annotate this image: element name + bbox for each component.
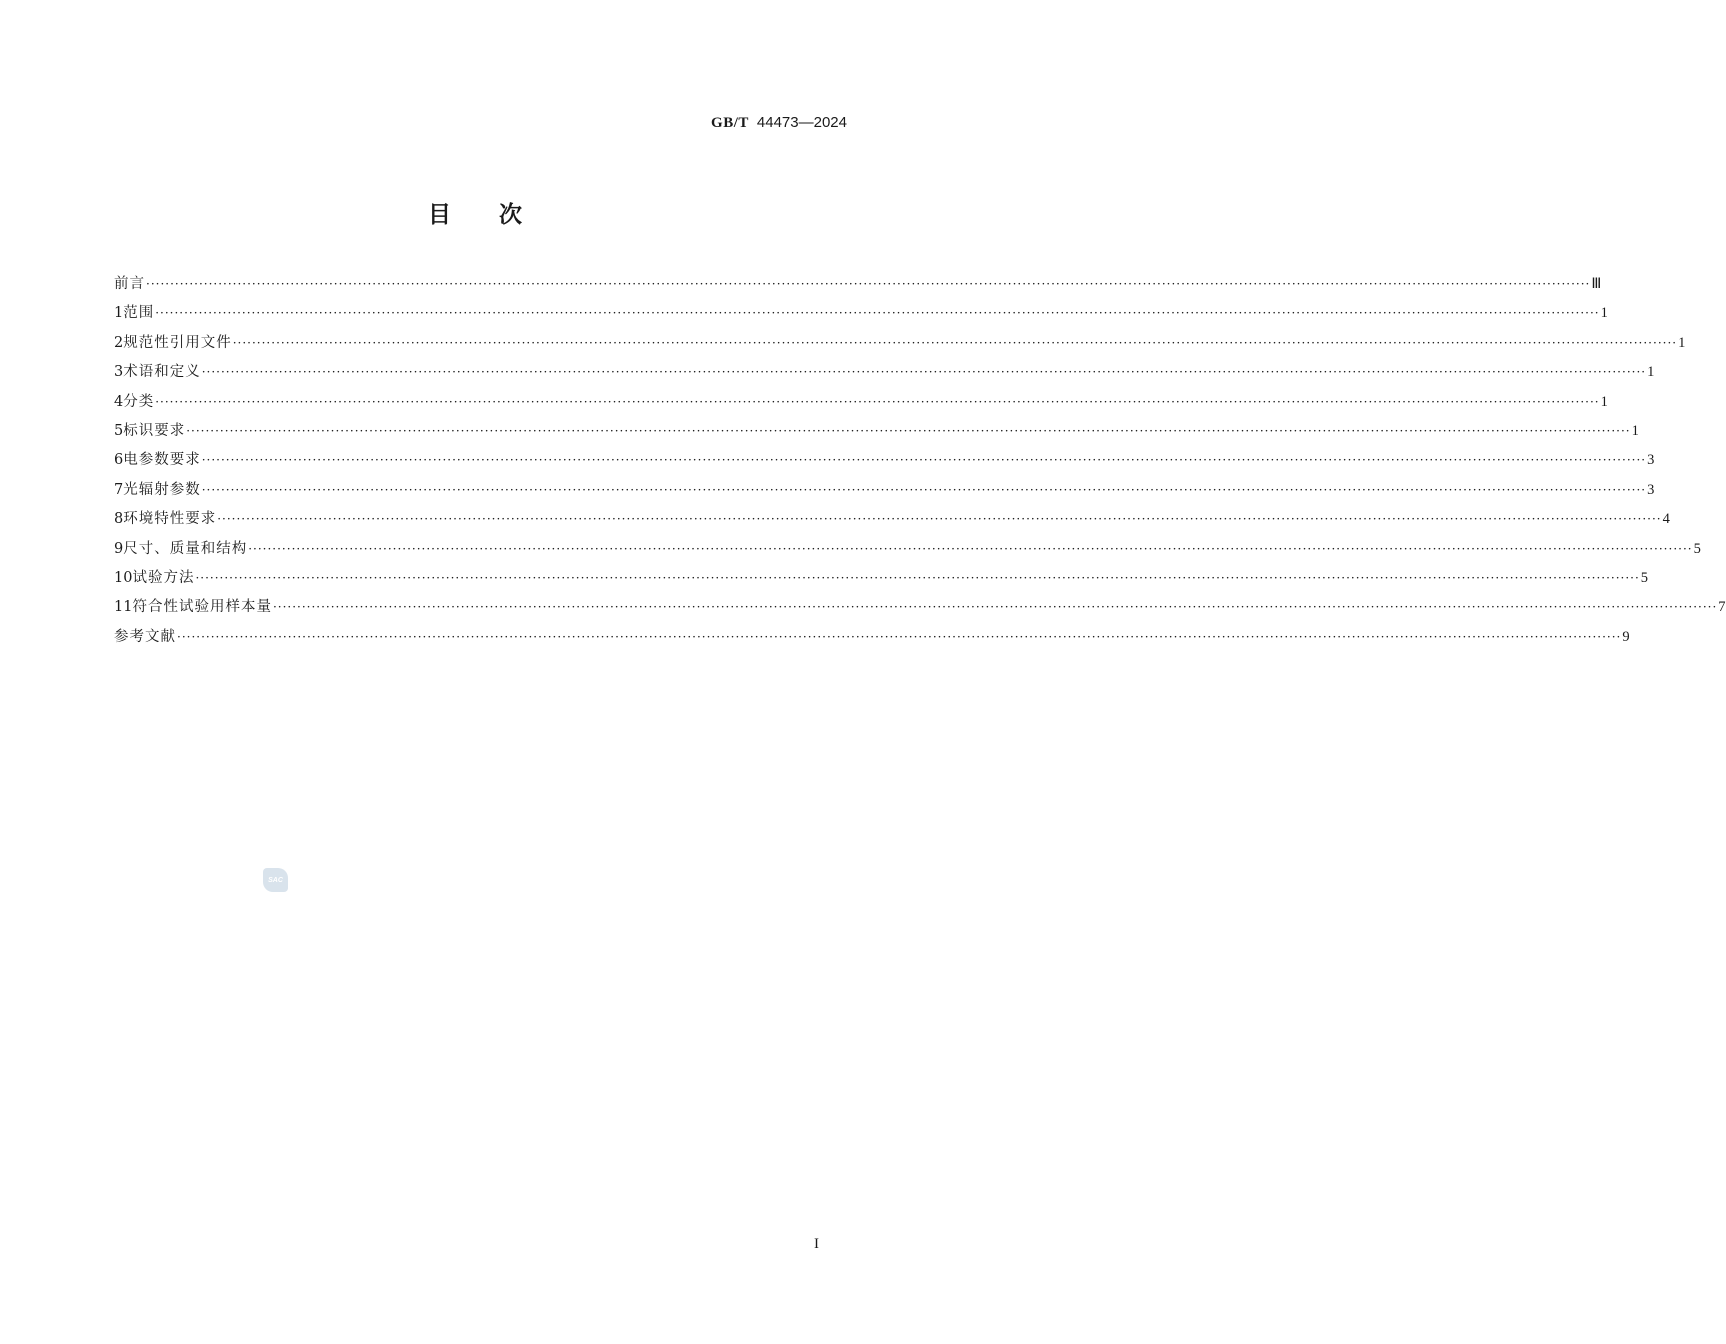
- standard-code: [711, 113, 847, 132]
- watermark-text: SAC: [268, 876, 283, 884]
- page-number: I: [814, 1236, 819, 1252]
- toc-dot-leader: ············································································································································································································································································································: [146, 277, 1591, 291]
- toc-dot-leader: ············································································································································································································································································································: [201, 365, 1647, 380]
- toc-entry-page: 3: [1647, 481, 1655, 498]
- toc-entry[interactable]: [114, 564, 1649, 593]
- toc-entry-page: 1: [1600, 393, 1608, 410]
- toc-dot-leader: ············································································································································································································································································································: [248, 541, 1693, 556]
- toc-entry-page: 1: [1647, 364, 1655, 381]
- toc-entry[interactable]: [114, 505, 1670, 534]
- toc-entry[interactable]: [114, 417, 1639, 446]
- standard-code-number: 44473—2024: [756, 114, 847, 131]
- toc-dot-leader: ············································································································································································································································································································: [177, 629, 1622, 644]
- toc-entry-label: 术语和定义: [123, 364, 201, 381]
- toc-entry-label: 试验方法: [132, 569, 195, 586]
- toc-entry-label: 标识要求: [123, 422, 186, 439]
- toc-entry-label: 电参数要求: [123, 452, 201, 469]
- toc-entry-page: 5: [1693, 540, 1701, 557]
- toc-dot-leader: ············································································································································································································································································································: [195, 570, 1640, 585]
- sac-watermark-logo: [263, 868, 288, 892]
- toc-entry-number: 1: [114, 305, 124, 322]
- toc-entry-page: Ⅲ: [1591, 276, 1602, 292]
- toc-entry-label: 光辐射参数: [123, 481, 201, 498]
- toc-entry-page: 3: [1647, 452, 1655, 469]
- toc-entry-page: 7: [1718, 599, 1726, 616]
- toc-entry[interactable]: [114, 329, 1686, 358]
- toc-dot-leader: ············································································································································································································································································································: [155, 306, 1600, 321]
- toc-entry-label: 环境特性要求: [123, 511, 217, 528]
- toc-entry-number: 4: [114, 393, 124, 410]
- toc-entry-label: 范围: [123, 305, 155, 322]
- toc-entry-label: 符合性试验用样本量: [132, 599, 272, 616]
- toc-entry-label: 参考文献: [114, 628, 176, 645]
- toc-entry[interactable]: [114, 535, 1701, 564]
- standard-code-prefix: GB/T: [711, 115, 749, 131]
- toc-entry-page: 1: [1678, 334, 1686, 351]
- toc-entry-number: 3: [114, 364, 124, 381]
- toc-entry[interactable]: [114, 388, 1608, 417]
- toc-title: 目次: [428, 202, 570, 228]
- toc-entry[interactable]: [114, 270, 1602, 299]
- toc-dot-leader: ············································································································································································································································································································: [186, 423, 1631, 438]
- toc-entry-label: 分类: [123, 393, 155, 410]
- toc-entry-label: 尺寸、质量和结构: [123, 540, 248, 557]
- toc-entry-page: 9: [1622, 628, 1630, 645]
- toc-dot-leader: ············································································································································································································································································································: [201, 453, 1647, 468]
- table-of-contents: [114, 270, 1726, 652]
- toc-entry-number: 9: [114, 540, 124, 557]
- toc-entry-number: 5: [114, 422, 124, 439]
- toc-entry[interactable]: [114, 593, 1726, 622]
- toc-entry-page: 4: [1662, 511, 1670, 528]
- toc-entry-page: 5: [1640, 569, 1649, 586]
- toc-entry-number: 7: [114, 481, 124, 498]
- toc-entry-number: 2: [114, 334, 124, 351]
- toc-entry[interactable]: [114, 476, 1655, 505]
- toc-entry-number: 11: [114, 599, 133, 616]
- toc-dot-leader: ············································································································································································································································································································: [201, 482, 1647, 497]
- toc-entry-number: 6: [114, 452, 124, 469]
- toc-entry-label: 前言: [114, 276, 145, 292]
- toc-entry-page: 1: [1631, 422, 1639, 439]
- toc-entry-number: 10: [114, 569, 133, 586]
- toc-entry[interactable]: [114, 623, 1630, 652]
- toc-entry[interactable]: [114, 299, 1608, 328]
- toc-dot-leader: ············································································································································································································································································································: [272, 600, 1718, 615]
- toc-dot-leader: ············································································································································································································································································································: [155, 394, 1600, 409]
- toc-entry-number: 8: [114, 511, 124, 528]
- toc-entry[interactable]: [114, 358, 1655, 387]
- toc-entry[interactable]: [114, 446, 1655, 475]
- toc-dot-leader: ············································································································································································································································································································: [217, 512, 1662, 527]
- toc-entry-page: 1: [1600, 305, 1608, 322]
- toc-entry-label: 规范性引用文件: [123, 334, 232, 351]
- toc-dot-leader: ············································································································································································································································································································: [232, 335, 1678, 350]
